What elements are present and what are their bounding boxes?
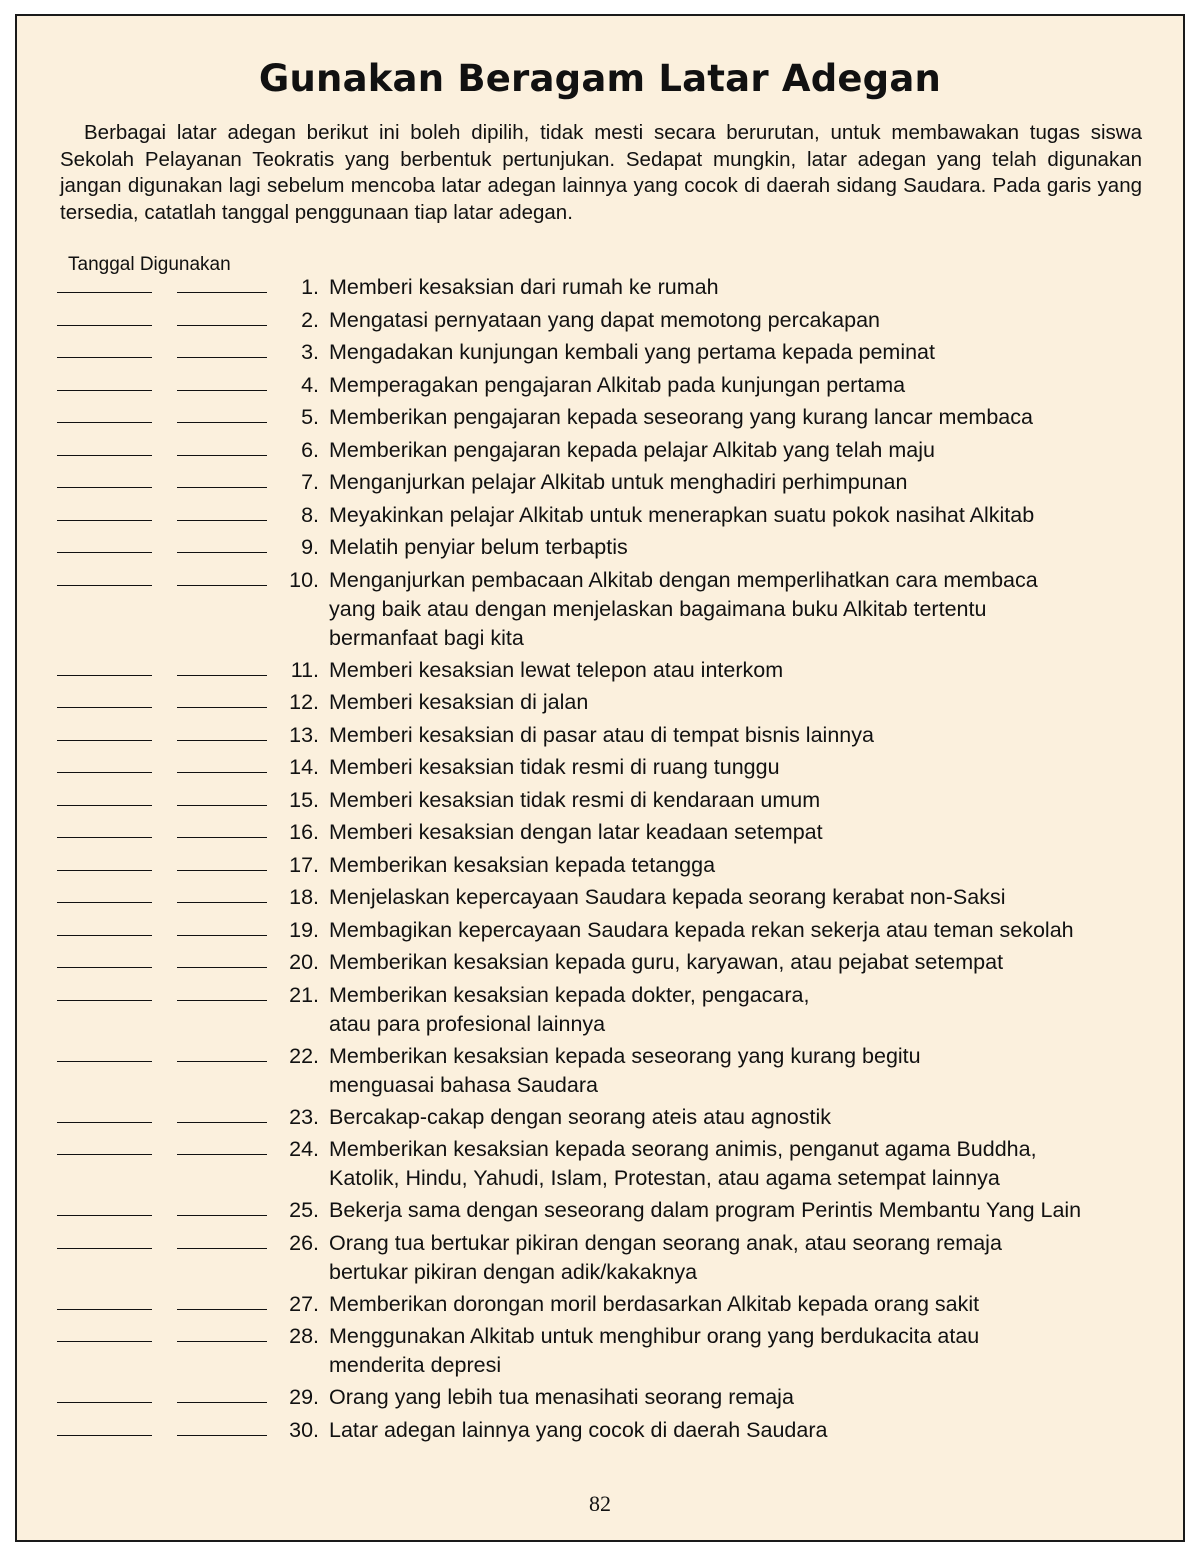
date-blank-line-2[interactable]: [177, 1309, 267, 1310]
list-item: [17, 753, 1183, 786]
list-item: [17, 436, 1183, 469]
intro-paragraph: Berbagai latar adegan berikut ini boleh dipilih, tidak mesti secara berurutan, untuk membawakan tugas siswa Sekolah Pelayanan Teokratis yang berbentuk pertunjukan. Sedapat mungkin, latar adegan yang telah digunakan jangan digunakan lagi sebelum mencoba latar adegan lainnya yang cocok di daerah sidang Saudara. Pada garis yang tersedia, catatlah tanggal penggunaan tiap latar adegan.: [60, 121, 1142, 224]
item-text: [329, 883, 1149, 912]
item-text: [329, 1042, 1149, 1100]
item-text: [329, 1196, 1149, 1225]
item-text: [329, 916, 1149, 945]
date-blank-line-1[interactable]: [57, 675, 152, 676]
date-blank-line-1[interactable]: [57, 935, 152, 936]
date-blank-line-2[interactable]: [177, 552, 267, 553]
date-blank-line-2[interactable]: [177, 292, 267, 293]
date-blank-line-2[interactable]: [177, 455, 267, 456]
list-item: [17, 273, 1183, 306]
list-item: [17, 1135, 1183, 1196]
list-item: [17, 721, 1183, 754]
item-number: 6.: [301, 437, 319, 462]
item-text: [329, 371, 1149, 400]
item-text-line: Melatih penyiar belum terbaptis: [329, 535, 628, 559]
item-text: [329, 1229, 1149, 1287]
item-text-line: bermanfaat bagi kita: [329, 625, 524, 650]
date-blank-line-1[interactable]: [57, 772, 152, 773]
date-blank-line-1[interactable]: [57, 325, 152, 326]
date-blank-line-2[interactable]: [177, 487, 267, 488]
date-blank-line-1[interactable]: [57, 805, 152, 806]
item-text: [329, 273, 1149, 302]
item-number: 26.: [289, 1230, 319, 1255]
item-text-line: Memberi kesaksian tidak resmi di kendaraan umum: [329, 787, 821, 812]
item-text-line: atau para profesional lainnya: [329, 1011, 606, 1036]
item-text-line: menderita depresi: [329, 1353, 502, 1377]
item-text: [329, 1290, 1149, 1319]
date-blank-line-1[interactable]: [57, 707, 152, 708]
item-text: [329, 306, 1149, 335]
list-item: [17, 916, 1183, 949]
date-blank-line-1[interactable]: [57, 1402, 152, 1403]
list-item: [17, 1383, 1183, 1416]
page-frame: [15, 14, 1185, 1542]
item-text: [329, 468, 1149, 497]
date-blank-line-1[interactable]: [57, 1061, 152, 1062]
item-text-line: Memberikan dorongan moril berdasarkan Alkitab kepada orang sakit: [329, 1291, 980, 1316]
item-number: 13.: [289, 722, 319, 747]
item-text: [329, 851, 1149, 880]
item-text: [329, 1322, 1149, 1380]
date-blank-line-1[interactable]: [57, 1122, 152, 1123]
date-blank-line-1[interactable]: [57, 357, 152, 358]
item-text: [329, 656, 1149, 685]
date-blank-line-1[interactable]: [57, 1309, 152, 1310]
date-used-column-header: Tanggal Digunakan: [68, 254, 231, 275]
item-text-line: Memberikan pengajaran kepada seseorang yang kurang lancar membaca: [329, 405, 1033, 429]
item-number: 7.: [301, 470, 319, 494]
date-blank-line-1[interactable]: [57, 292, 152, 293]
list-item: [17, 656, 1183, 689]
item-number: 12.: [289, 690, 319, 714]
date-blank-line-2[interactable]: [177, 1435, 267, 1436]
item-text: [329, 981, 1149, 1039]
item-text-line: Memberi kesaksian tidak resmi di ruang tunggu: [329, 755, 780, 779]
item-text-line: Orang yang lebih tua menasihati seorang remaja: [329, 1385, 794, 1409]
list-item: [17, 306, 1183, 339]
date-blank-line-2[interactable]: [177, 772, 267, 773]
item-number: 9.: [301, 535, 319, 559]
date-blank-line-2[interactable]: [177, 740, 267, 741]
date-blank-line-1[interactable]: [57, 837, 152, 838]
item-text-line: Memberi kesaksian dari rumah ke rumah: [329, 275, 719, 299]
list-item: [17, 948, 1183, 981]
date-blank-line-1[interactable]: [57, 1000, 152, 1001]
item-text: [329, 403, 1149, 432]
item-text: [329, 948, 1149, 977]
item-text-line: Latar adegan lainnya yang cocok di daerah Saudara: [329, 1417, 828, 1442]
item-text-line: Memberikan kesaksian kepada seorang animis, penganut agama Buddha,: [329, 1137, 1037, 1161]
list-item: [17, 338, 1183, 371]
item-number: 11.: [290, 657, 319, 682]
list-item: [17, 688, 1183, 721]
item-text-line: Mengatasi pernyataan yang dapat memotong percakapan: [329, 307, 881, 332]
item-number: 25.: [289, 1198, 319, 1222]
item-text-line: Orang tua bertukar pikiran dengan seorang anak, atau seorang remaja: [329, 1230, 1002, 1255]
item-text-line: Memberi kesaksian dengan latar keadaan setempat: [329, 820, 823, 844]
date-blank-line-1[interactable]: [57, 585, 152, 586]
date-blank-line-2[interactable]: [177, 1248, 267, 1249]
date-blank-line-1[interactable]: [57, 455, 152, 456]
item-number: 29.: [289, 1385, 319, 1409]
date-blank-line-1[interactable]: [57, 1248, 152, 1249]
date-blank-line-1[interactable]: [57, 967, 152, 968]
date-blank-line-2[interactable]: [177, 675, 267, 676]
item-text: [329, 566, 1149, 653]
date-blank-line-2[interactable]: [177, 870, 267, 871]
date-blank-line-2[interactable]: [177, 805, 267, 806]
item-text-line: Membagikan kepercayaan Saudara kepada rekan sekerja atau teman sekolah: [329, 917, 1074, 942]
date-blank-line-1[interactable]: [57, 1435, 152, 1436]
date-blank-line-2[interactable]: [177, 1154, 267, 1155]
date-blank-line-2[interactable]: [177, 422, 267, 423]
item-number: 2.: [301, 307, 319, 332]
item-text: [329, 753, 1149, 782]
item-number: 21.: [289, 982, 319, 1007]
item-text-line: Memberikan kesaksian kepada tetangga: [329, 852, 716, 877]
item-text: [329, 501, 1149, 530]
item-number: 22.: [289, 1043, 319, 1068]
date-blank-line-2[interactable]: [177, 1122, 267, 1123]
item-text-line: Bercakap-cakap dengan seorang ateis atau agnostik: [329, 1104, 832, 1129]
date-blank-line-1[interactable]: [57, 1341, 152, 1342]
date-blank-line-2[interactable]: [177, 390, 267, 391]
item-number: 15.: [289, 787, 319, 812]
date-blank-line-1[interactable]: [57, 1215, 152, 1216]
item-number: 28.: [289, 1324, 319, 1348]
list-item: [17, 533, 1183, 566]
item-text-line: Memberi kesaksian lewat telepon atau interkom: [329, 657, 784, 682]
item-text-line: Memberikan kesaksian kepada dokter, pengacara,: [329, 982, 810, 1007]
date-blank-line-2[interactable]: [177, 707, 267, 708]
item-number: 8.: [301, 502, 319, 527]
page-title: Gunakan Beragam Latar Adegan: [258, 57, 942, 100]
item-text-line: Menganjurkan pembacaan Alkitab dengan memperlihatkan cara membaca: [329, 567, 1038, 592]
item-text-line: Menggunakan Alkitab untuk menghibur orang yang berdukacita atau: [329, 1324, 980, 1348]
item-text: [329, 786, 1149, 815]
date-blank-line-2[interactable]: [177, 1215, 267, 1216]
list-item: [17, 1290, 1183, 1323]
list-item: [17, 501, 1183, 534]
item-number: 19.: [289, 917, 319, 942]
list-item: [17, 1196, 1183, 1229]
item-text: [329, 1103, 1149, 1132]
list-item: [17, 468, 1183, 501]
item-text-line: Memberikan pengajaran kepada pelajar Alkitab yang telah maju: [329, 437, 935, 462]
item-text: [329, 688, 1149, 717]
item-text-line: Meyakinkan pelajar Alkitab untuk menerapkan suatu pokok nasihat Alkitab: [329, 502, 1035, 527]
list-item: [17, 403, 1183, 436]
item-text-line: Mengadakan kunjungan kembali yang pertama kepada peminat: [329, 340, 935, 364]
item-text-line: Bekerja sama dengan seseorang dalam program Perintis Membantu Yang Lain: [329, 1198, 1082, 1222]
list-item: [17, 1229, 1183, 1290]
item-number: 30.: [289, 1417, 319, 1442]
item-text: [329, 338, 1149, 367]
list-item: [17, 1322, 1183, 1383]
item-number: 24.: [289, 1137, 319, 1161]
date-blank-line-1[interactable]: [57, 487, 152, 488]
date-blank-line-1[interactable]: [57, 902, 152, 903]
date-blank-line-1[interactable]: [57, 870, 152, 871]
item-number: 23.: [289, 1104, 319, 1129]
item-text-line: menguasai bahasa Saudara: [329, 1072, 598, 1097]
date-blank-line-1[interactable]: [57, 520, 152, 521]
item-text-line: Menganjurkan pelajar Alkitab untuk menghadiri perhimpunan: [329, 470, 908, 494]
date-blank-line-2[interactable]: [177, 837, 267, 838]
list-item: [17, 851, 1183, 884]
item-number: 3.: [301, 340, 319, 364]
date-blank-line-1[interactable]: [57, 552, 152, 553]
item-text-line: Menjelaskan kepercayaan Saudara kepada seorang kerabat non-Saksi: [329, 885, 1006, 909]
item-text: [329, 721, 1149, 750]
item-number: 17.: [289, 852, 319, 877]
date-blank-line-2[interactable]: [177, 1402, 267, 1403]
date-blank-line-1[interactable]: [57, 422, 152, 423]
list-item: [17, 786, 1183, 819]
date-blank-line-2[interactable]: [177, 967, 267, 968]
item-text-line: bertukar pikiran dengan adik/kakaknya: [329, 1259, 698, 1284]
item-text-line: yang baik atau dengan menjelaskan bagaimana buku Alkitab tertentu: [329, 596, 987, 621]
date-blank-line-2[interactable]: [177, 520, 267, 521]
item-text: [329, 1416, 1149, 1445]
item-text: [329, 1383, 1149, 1412]
item-number: 10.: [289, 567, 319, 592]
item-text-line: Memberikan kesaksian kepada seseorang yang kurang begitu: [329, 1043, 921, 1068]
list-item: [17, 1416, 1183, 1449]
item-number: 1.: [301, 275, 319, 299]
date-blank-line-1[interactable]: [57, 390, 152, 391]
item-text: [329, 436, 1149, 465]
scenario-list: [17, 273, 1183, 1448]
item-number: 14.: [289, 755, 319, 779]
item-number: 18.: [289, 885, 319, 909]
item-number: 20.: [289, 950, 319, 974]
list-item: [17, 1103, 1183, 1136]
item-number: 27.: [289, 1291, 319, 1316]
item-text-line: Memberi kesaksian di jalan: [329, 690, 589, 714]
item-text: [329, 533, 1149, 562]
date-blank-line-2[interactable]: [177, 1061, 267, 1062]
page-number: 82: [589, 1491, 611, 1516]
item-text-line: Memberikan kesaksian kepada guru, karyawan, atau pejabat setempat: [329, 950, 1004, 974]
list-item: [17, 1042, 1183, 1103]
date-blank-line-2[interactable]: [177, 585, 267, 586]
date-blank-line-1[interactable]: [57, 1154, 152, 1155]
date-blank-line-2[interactable]: [177, 1000, 267, 1001]
date-blank-line-2[interactable]: [177, 935, 267, 936]
item-text-line: Katolik, Hindu, Yahudi, Islam, Protestan, atau agama setempat lainnya: [329, 1166, 1000, 1190]
date-blank-line-2[interactable]: [177, 1341, 267, 1342]
item-text: [329, 1135, 1149, 1193]
list-item: [17, 566, 1183, 656]
list-item: [17, 883, 1183, 916]
list-item: [17, 981, 1183, 1042]
list-item: [17, 818, 1183, 851]
item-text-line: Memperagakan pengajaran Alkitab pada kunjungan pertama: [329, 372, 906, 397]
item-number: 16.: [289, 820, 319, 844]
date-blank-line-2[interactable]: [177, 357, 267, 358]
date-blank-line-2[interactable]: [177, 325, 267, 326]
date-blank-line-1[interactable]: [57, 740, 152, 741]
item-number: 5.: [301, 405, 319, 429]
date-blank-line-2[interactable]: [177, 902, 267, 903]
item-number: 4.: [301, 372, 319, 397]
item-text-line: Memberi kesaksian di pasar atau di tempat bisnis lainnya: [329, 722, 874, 747]
list-item: [17, 371, 1183, 404]
item-text: [329, 818, 1149, 847]
